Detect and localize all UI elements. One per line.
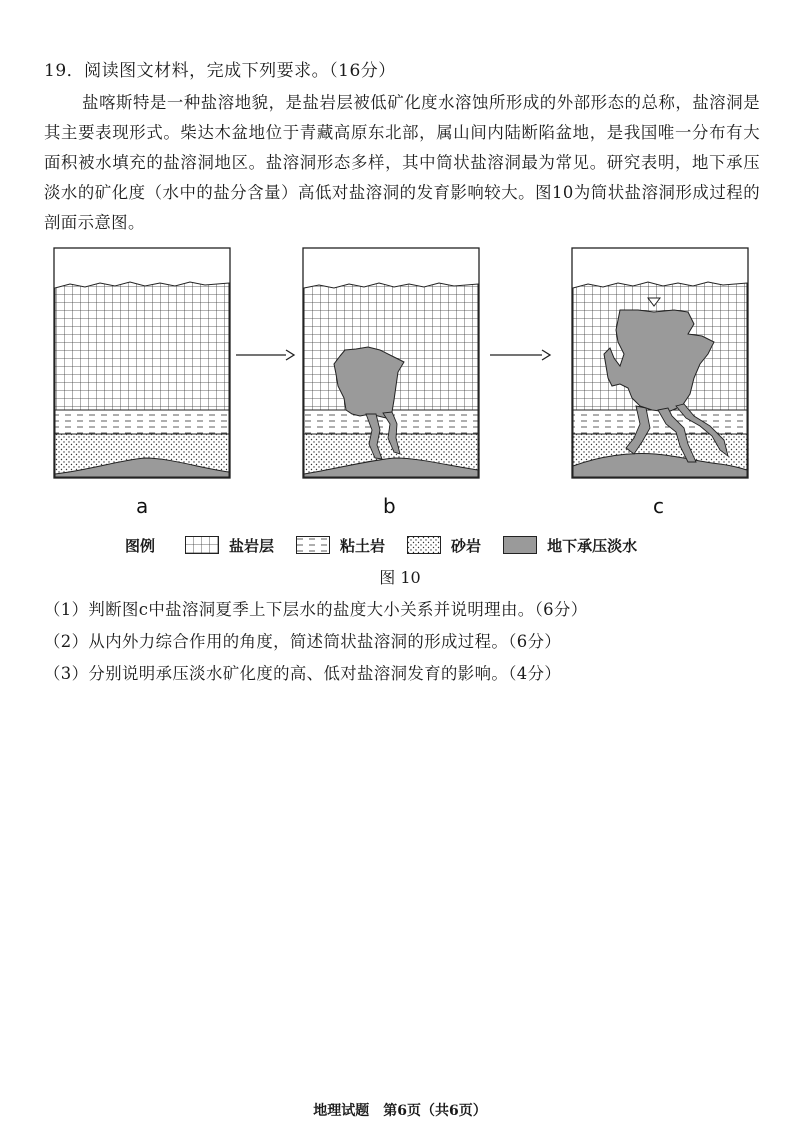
legend-item-clay-rock <box>296 535 385 556</box>
arrow-a-to-b <box>236 350 294 360</box>
figure-caption: 图 10 <box>379 568 421 587</box>
legend-label: 粘土岩 <box>340 536 386 555</box>
legend-item-confined-freshwater <box>503 535 637 556</box>
panel-c <box>572 248 748 478</box>
gray-fill-icon <box>503 536 537 554</box>
question-title: 19．阅读图文材料，完成下列要求。（16分） <box>44 61 396 81</box>
panel-label-b: b <box>383 494 396 518</box>
cross-section-diagram <box>40 238 760 568</box>
figure-10 <box>40 238 760 568</box>
sub-question-1: （1）判断图c中盐溶洞夏季上下层水的盐度大小关系并说明理由。（6分） <box>44 600 588 619</box>
grid-pattern-icon <box>185 536 219 554</box>
legend-item-sandstone <box>407 535 481 556</box>
dots-pattern-icon <box>407 536 441 554</box>
sub-question-3: （3）分别说明承压淡水矿化度的高、低对盐溶洞发育的影响。（4分） <box>44 664 562 683</box>
arrow-b-to-c <box>490 350 550 360</box>
sub-question-2: （2）从内外力综合作用的角度，简述筒状盐溶洞的形成过程。（6分） <box>44 632 562 651</box>
paragraph-text: 盐喀斯特是一种盐溶地貌，是盐岩层被低矿化度水溶蚀所形成的外部形态的总称，盐溶洞是其主要表现形式。柴达木盆地位于青藏高原东北部，属山间内陆断陷盆地，是我国唯一分布有大面积被水填充的盐溶洞地区。盐溶洞形态多样，其中筒状盐溶洞最为常见。研究表明，地下承压淡水的矿化度（水中的盐分含量）高低对盐溶洞的发育影响较大。图10为筒状盐溶洞形成过程的剖面示意图。 <box>44 93 760 232</box>
question-paragraph <box>44 88 760 238</box>
panel-label-c: c <box>653 494 664 518</box>
legend <box>125 533 659 557</box>
panel-b <box>303 248 479 478</box>
dash-pattern-icon <box>296 536 330 554</box>
legend-label: 盐岩层 <box>229 536 275 555</box>
page-footer: 地理试题 第6页（共6页） <box>313 1103 487 1119</box>
legend-label: 地下承压淡水 <box>547 536 638 555</box>
panel-a <box>54 248 230 478</box>
panel-label-a: a <box>136 494 149 518</box>
legend-item-salt-rock <box>185 535 274 556</box>
legend-heading: 图例 <box>125 536 156 555</box>
legend-label: 砂岩 <box>451 536 482 555</box>
